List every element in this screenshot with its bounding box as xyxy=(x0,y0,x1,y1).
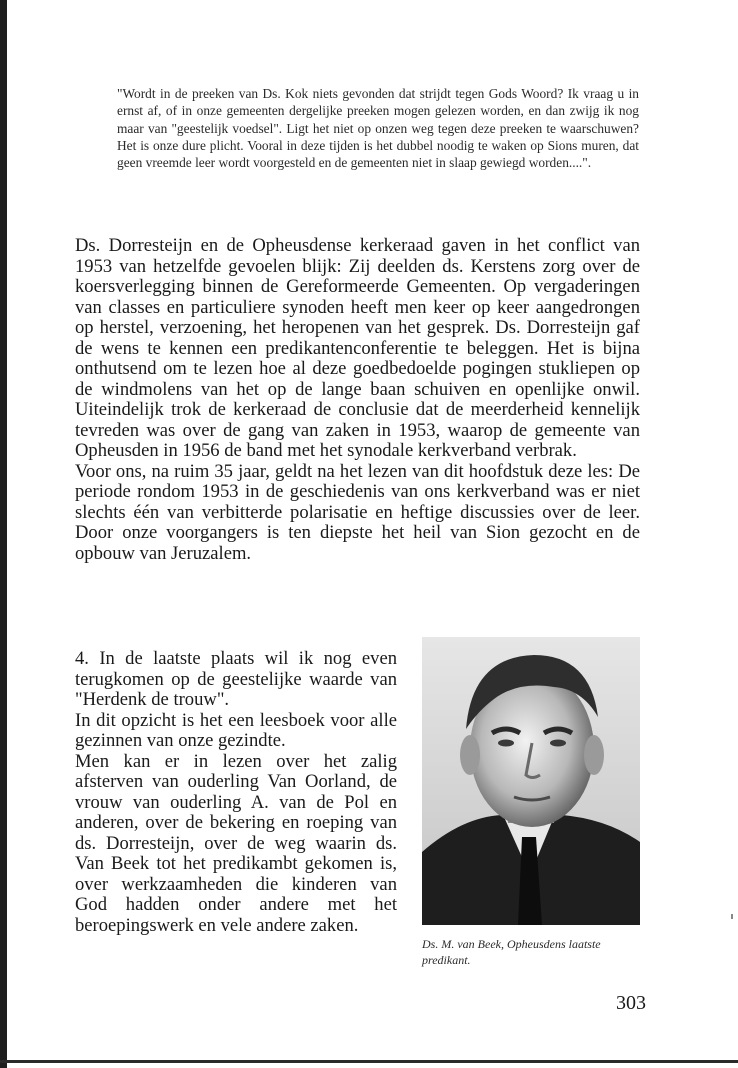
photo-caption: Ds. M. van Beek, Opheusdens laatste predikant. xyxy=(422,937,601,967)
page-bottom-edge xyxy=(0,1060,738,1063)
body-paragraph-1: Ds. Dorresteijn en de Opheusdense kerkeraad gaven in het conflict van 1953 van hetzelfde gevoelen blijk: Zij deelden ds. Kerstens zorg over de koersverlegging binnen de Gereformeerde Gemeenten. Op vergaderingen van classes en particuliere synoden heeft men keer op keer aangedrongen op herstel, verzoening, het heropenen van het gesprek. Ds. Dorresteijn gaf de wens te kennen een predikantenconferentie te beleggen. Het is bijna onthutsend om te lezen hoe al deze goedbedoelde pogingen stukliepen op de windmolens van het op de lange baan schuiven en openlijke onwil. Uiteindelijk trok de kerkeraad de conclusie dat de meerderheid kennelijk tevreden was over de gang van zaken in 1953, waarop de gemeente van Opheusden in 1956 de band met het synodale kerkverband verbrak. xyxy=(75,235,640,461)
section-4-paragraph-2: In dit opzicht is het een leesboek voor alle gezinnen van onze gezindte. xyxy=(75,709,397,751)
scan-speck xyxy=(731,914,733,919)
body-paragraph-2: Voor ons, na ruim 35 jaar, geldt na het lezen van dit hoofdstuk deze les: De periode rondom 1953 in de geschiedenis van ons kerkverband was er niet slechts één van verbitterde polarisatie en heftige discussies over de leer. Door onze voorgangers is ten diepste het heil van Sion gezocht en de opbouw van Jeruzalem. xyxy=(75,460,640,564)
page-edge-shadow xyxy=(0,0,7,1068)
portrait-photo xyxy=(422,637,640,925)
section-4 xyxy=(75,649,397,936)
page-number: 303 xyxy=(616,992,646,1014)
body-text xyxy=(75,236,640,564)
section-4-paragraph-1: 4. In de laatste plaats wil ik nog even terugkomen op de geestelijke waarde van "Herdenk de trouw". xyxy=(75,648,397,710)
section-4-paragraph-3: Men kan er in lezen over het zalig afsterven van ouderling Van Oorland, de vrouw van ouderling A. van de Pol en anderen, over de bekering en roeping van ds. Dorresteijn, over de weg waarin ds. Van Beek tot het predikambt gekomen is, over werkzaamheden die kinderen van God hadden onder andere met het beroepingswerk en vele andere zaken. xyxy=(75,750,397,936)
block-quote: "Wordt in de preeken van Ds. Kok niets gevonden dat strijdt tegen Gods Woord? Ik vraag u in ernst af, of in onze gemeenten dergelijke preeken mogen gelezen worden, en dan zwijg ik nog maar van "geestelijk voedsel". Ligt het niet op onzen weg tegen deze preeken te waarschuwen? Het is onze dure plicht. Vooral in deze tijden is het dubbel noodig te waken op Sions muren, dat geen vreemde leer wordt voorgesteld en de gemeenten niet in slaap gewiegd worden....". xyxy=(117,86,639,171)
